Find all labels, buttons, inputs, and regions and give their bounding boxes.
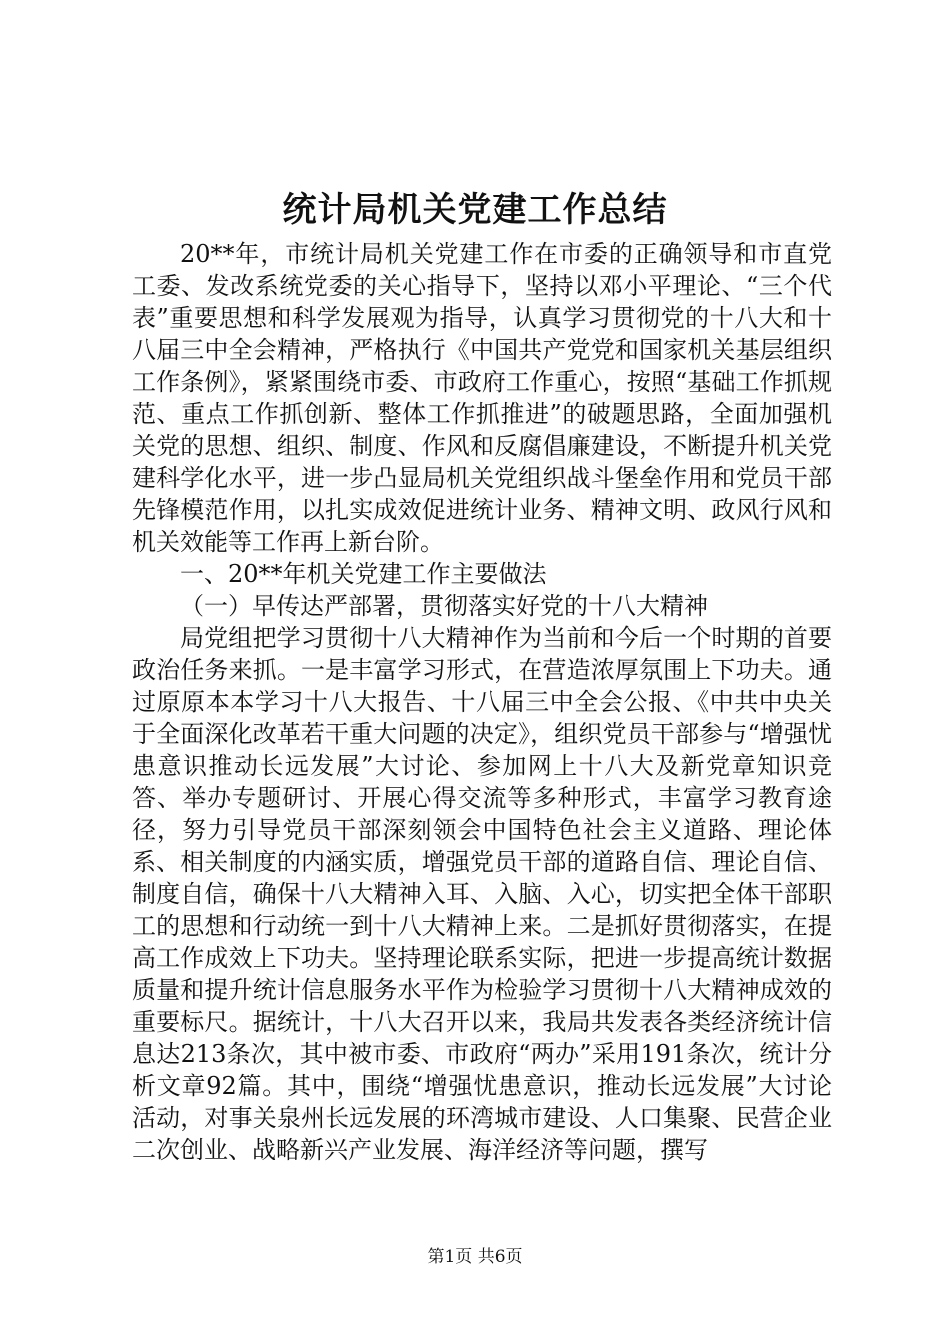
section-heading: 一、20**年机关党建工作主要做法 bbox=[180, 560, 547, 588]
document-body bbox=[132, 238, 832, 1166]
intro-paragraph: 20**年，市统计局机关党建工作在市委的正确领导和市直党工委、发改系统党委的关心指导下，坚持以邓小平理论、“三个代表”重要思想和科学发展观为指导，认真学习贯彻党的十八大和十八届三中全会精神，严格执行《中国共产党党和国家机关基层组织工作条例》，紧紧围绕市委、市政府工作重心，按照“基础工作抓规范、重点工作抓创新、整体工作抓推进”的破题思路，全面加强机关党的思想、组织、制度、作风和反腐倡廉建设，不断提升机关党建科学化水平，进一步凸显局机关党组织战斗堡垒作用和党员干部先锋模范作用，以扎实成效促进统计业务、精神文明、政风行风和机关效能等工作再上新台阶。 bbox=[132, 240, 832, 556]
page-footer: 第1页 共6页 bbox=[427, 1247, 523, 1267]
subsection-heading: （一）早传达严部署，贯彻落实好党的十八大精神 bbox=[180, 592, 708, 620]
body-paragraph: 局党组把学习贯彻十八大精神作为当前和今后一个时期的首要政治任务来抓。一是丰富学习形式，在营造浓厚氛围上下功夫。通过原原本本学习十八大报告、十八届三中全会公报、《中共中央关于全面深化改革若干重大问题的决定》，组织党员干部参与“增强忧患意识推动长远发展”大讨论、参加网上十八大及新党章知识竞答、举办专题研讨、开展心得交流等多种形式，丰富学习教育途径，努力引导党员干部深刻领会中国特色社会主义道路、理论体系、相关制度的内涵实质，增强党员干部的道路自信、理论自信、制度自信，确保十八大精神入耳、入脑、入心，切实把全体干部职工的思想和行动统一到十八大精神上来。二是抓好贯彻落实，在提高工作成效上下功夫。坚持理论联系实际，把进一步提高统计数据质量和提升统计信息服务水平作为检验学习贯彻十八大精神成效的重要标尺。据统计，十八大召开以来，我局共发表各类经济统计信息达213条次，其中被市委、市政府“两办”采用191条次，统计分析文章92篇。其中，围绕“增强忧患意识，推动长远发展”大讨论活动，对事关泉州长远发展的环湾城市建设、人口集聚、民营企业二次创业、战略新兴产业发展、海洋经济等问题，撰写 bbox=[132, 624, 832, 1164]
document-title: 统计局机关党建工作总结 bbox=[282, 190, 668, 230]
